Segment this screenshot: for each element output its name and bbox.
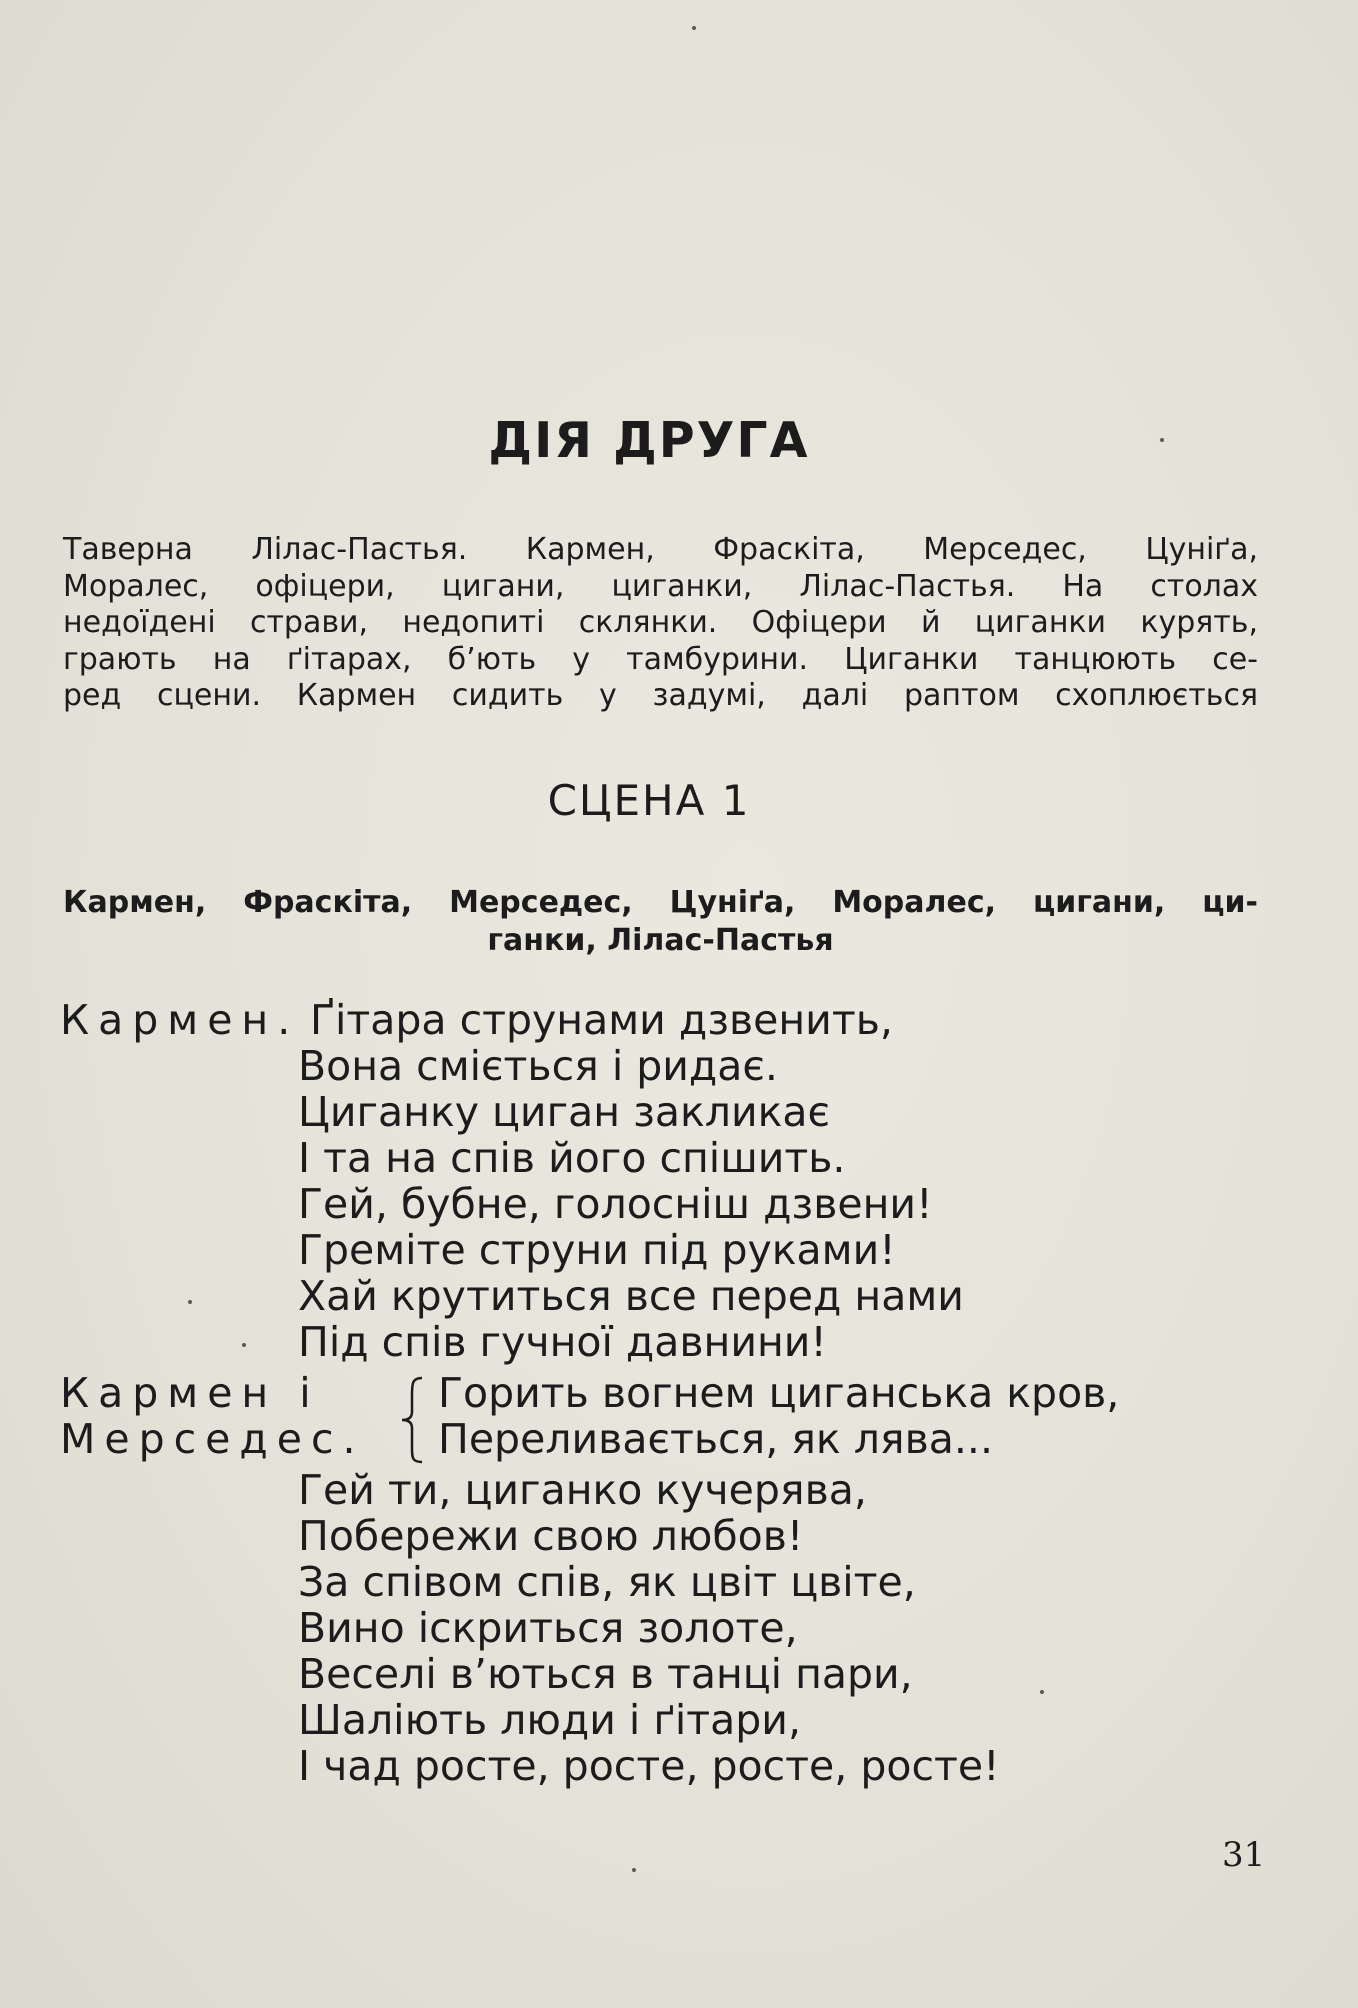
speaker-mercedes: Мерседес. (60, 1415, 365, 1463)
stage-direction-line: недоїдені страви, недопиті склянки. Офіцери й циганки курять, (63, 605, 1258, 640)
verse-line: Циганку циган закликає (298, 1088, 830, 1136)
cast-line: ганки, Лілас-Пастья (487, 923, 834, 958)
act-title: ДІЯ ДРУГА (488, 412, 810, 469)
page-number: 31 (1222, 1835, 1266, 1875)
verse-line: І чад росте, росте, росте, росте! (298, 1742, 1000, 1790)
paper-speck (692, 26, 696, 30)
verse-line: Горить вогнем циганська кров, (438, 1369, 1120, 1417)
stage-direction-line: грають на ґітарах, б’ють у тамбурини. Циганки танцюють се- (63, 641, 1258, 677)
verse-line: Під спів гучної давнини! (298, 1318, 827, 1366)
verse-line: За співом спів, як цвіт цвіте, (298, 1558, 916, 1606)
speaker-carmen: Кармен. (60, 996, 300, 1044)
verse-line: Переливається, як лява... (438, 1415, 993, 1463)
verse-line: Шаліють люди і ґітари, (298, 1696, 801, 1744)
verse-line: Гей ти, циганко кучерява, (298, 1466, 867, 1514)
stage-direction-line: Моралес, офіцери, цигани, циганки, Лілас-Пастья. На столах (63, 568, 1258, 604)
paper-speck (188, 1300, 192, 1304)
cast-list (63, 884, 1258, 960)
verse-line: Ґітара струнами дзвенить, (310, 996, 893, 1044)
verse-line: Греміте струни під руками! (298, 1226, 896, 1274)
paper-speck (1040, 1690, 1044, 1694)
speaker-carmen-and: Кармен і (60, 1369, 320, 1417)
verse-line: Вино іскриться золоте, (298, 1604, 798, 1652)
verse-line: Веселі в’ються в танці пари, (298, 1650, 913, 1698)
verse-line: Побережи свою любов! (298, 1512, 804, 1560)
verse-line: Хай крутиться все перед нами (298, 1272, 964, 1320)
verse-line: Вона сміється і ридає. (298, 1042, 778, 1090)
scene-title: СЦЕНА 1 (547, 776, 751, 825)
duet-brace-icon (398, 1374, 428, 1466)
paper-speck (1160, 438, 1164, 442)
stage-direction-line: ред сцени. Кармен сидить у задумі, далі раптом схоплюється (63, 678, 1258, 713)
paper-speck (632, 1868, 636, 1872)
stage-direction-line: Таверна Лілас-Пастья. Кармен, Фраскіта, Мерседес, Цуніґа, (63, 532, 1258, 567)
verse-line: Гей, бубне, голосніш дзвени! (298, 1180, 933, 1228)
paper-speck (242, 1343, 246, 1347)
stage-direction (63, 532, 1258, 715)
cast-line: Кармен, Фраскіта, Мерседес, Цуніґа, Моралес, цигани, ци- (63, 885, 1258, 920)
verse-line: І та на спів його спішить. (298, 1134, 846, 1182)
